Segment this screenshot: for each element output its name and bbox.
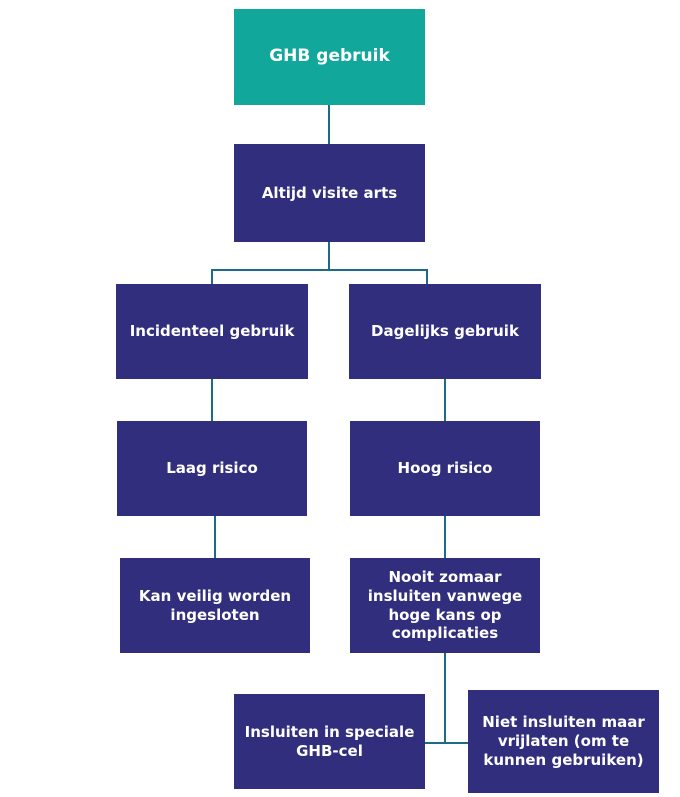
connector-incidenteel-to-laag — [211, 379, 213, 421]
node-altijd-visite-arts[interactable] — [234, 144, 425, 242]
connector-visite-down — [328, 242, 330, 270]
node-label: Niet insluiten maar vrijlaten (om te kunnen gebruiken) — [482, 713, 645, 769]
node-label: Hoog risico — [397, 459, 493, 478]
connector-bottom-horizontal — [424, 742, 469, 744]
connector-to-incidenteel — [211, 269, 213, 284]
connector-nooit-down — [444, 653, 446, 743]
node-label: Dagelijks gebruik — [371, 322, 519, 341]
connector-to-dagelijks — [426, 269, 428, 284]
top-edge-strip — [0, 0, 680, 4]
node-kan-veilig-worden-ingesloten[interactable] — [120, 558, 310, 653]
node-label: Altijd visite arts — [261, 183, 398, 202]
node-nooit-zomaar-insluiten[interactable] — [350, 558, 540, 653]
connector-laag-to-veilig — [214, 516, 216, 558]
node-label: Insluiten in speciale GHB-cel — [244, 722, 415, 760]
node-ghb-gebruik[interactable] — [234, 9, 425, 105]
node-insluiten-in-speciale-ghb-cel[interactable] — [234, 694, 425, 789]
connector-root-to-visite — [328, 104, 330, 144]
connector-dagelijks-to-hoog — [444, 379, 446, 421]
connector-split-horizontal — [212, 269, 427, 271]
node-label: GHB gebruik — [269, 46, 390, 67]
node-hoog-risico[interactable] — [350, 421, 540, 516]
node-niet-insluiten-maar-vrijlaten[interactable] — [468, 690, 659, 793]
node-label: Kan veilig worden ingesloten — [138, 586, 292, 624]
node-incidenteel-gebruik[interactable] — [116, 284, 308, 379]
node-label: Laag risico — [166, 459, 258, 478]
node-label: Incidenteel gebruik — [129, 322, 295, 341]
connector-hoog-to-nooit — [444, 516, 446, 558]
node-dagelijks-gebruik[interactable] — [349, 284, 541, 379]
node-laag-risico[interactable] — [117, 421, 307, 516]
node-label: Nooit zomaar insluiten vanwege hoge kans op complicaties — [367, 568, 523, 643]
